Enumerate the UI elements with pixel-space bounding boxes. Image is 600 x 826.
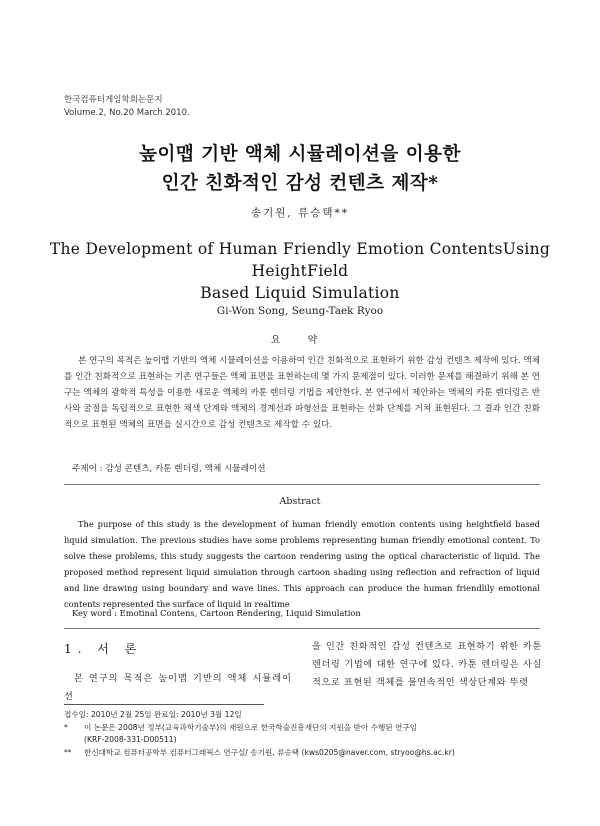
footnote-2-text: 한신대학교 컴퓨터공학부 컴퓨터그래픽스 연구실/ 송기원, 류승택 (kws0205@naver.com, stryoo@hs.ac.kr) — [84, 747, 455, 757]
english-keywords: Key word : Emotinal Contens, Cartoon Rendering, Liquid Simulation — [72, 608, 361, 618]
footnote-1 — [64, 722, 455, 735]
english-authors: Gi-Won Song, Seung-Taek Ryoo — [216, 305, 384, 317]
footnotes — [64, 709, 455, 759]
english-title — [0, 238, 600, 304]
footnote-2 — [64, 747, 455, 760]
footnote-2-mark: ** — [64, 747, 72, 757]
english-title-line1: The Development of Human Friendly Emotion ContentsUsing HeightField — [49, 240, 551, 280]
korean-abstract-heading: 요 약 — [270, 335, 330, 346]
korean-authors: 송기원, 류승택** — [250, 207, 350, 219]
received-dates: 접수일: 2010년 2월 25일 완료일: 2010년 3월 12일 — [64, 710, 242, 719]
english-abstract: The purpose of this study is the development of human friendly emotion contents using heightfield based liquid simulation. The previous studies have some problems representing human friendly emotional content. To solve these problems, this study suggests the cartoon rendering using the optical characteristic of liquid. The proposed method represent liquid simulation through cartoon shading using reflection and refraction of liquid and line drawing using boundary and wave lines. This approach can produce the human friendlily emotional contents represented the surface of liquid in realtime — [64, 519, 540, 609]
body-right-column: 을 인간 친화적인 감성 컨텐츠로 표현하기 위한 카툰 렌더링 기법에 대한 연구에 있다. 카툰 렌더링은 사실적으로 표현된 객체를 불연속적인 색상단계와 뚜렷 — [312, 641, 542, 688]
korean-title-line1: 높이맵 기반 액체 시뮬레이션을 이용한 — [139, 144, 461, 165]
english-abstract-heading: Abstract — [279, 496, 321, 507]
footnote-divider — [64, 704, 264, 705]
divider — [64, 628, 540, 629]
korean-abstract: 본 연구의 목적은 높이맵 기반의 액체 시뮬레이션을 이용하여 인간 친화적으로 표현하기 위한 감성 컨텐츠 제작에 있다. 액체를 인간 친화적으로 표현하는 기존 연구들은 액체 표면을 표현하는데 몇 가지 문제점이 있다. 이러한 문제를 해결하기 위해 본 연구는 액체의 광학적 특성을 이용한 새로운 액체의 카툰 렌더링 기법을 제안한다. 본 연구에서 제안하는 액체의 카툰 렌더링은 반사와 굴절을 독립적으로 표현한 채색 단계와 액체의 경계선과 파형선을 표현하는 선화 단계를 거쳐 표현된다. 그 결과 인간 친화적으로 표현된 액체의 표면을 실시간으로 감성 컨텐츠로 제작할 수 있다. — [64, 356, 540, 430]
korean-title — [0, 140, 600, 198]
korean-title-line2: 인간 친화적인 감성 컨텐츠 제작* — [161, 173, 439, 194]
divider — [64, 484, 540, 485]
english-title-line2: Based Liquid Simulation — [200, 284, 400, 302]
footnote-1-grant: (KRF-2008-331-D00511) — [84, 735, 177, 744]
footnote-1-text: 이 논문은 2008년 정부(교육과학기술부)의 재원으로 한국학술진흥재단의 지원을 받아 수행된 연구임 — [84, 722, 418, 732]
section-title: 1. 서 론 — [64, 642, 143, 656]
korean-keywords: 주제어 : 감성 콘텐츠, 카툰 렌더링, 액체 시뮬레이션 — [72, 464, 266, 474]
body-left-column: 본 연구의 목적은 높이맵 기반의 액체 시뮬레이션 — [64, 673, 292, 702]
journal-name: 한국컴퓨터게임학회논문지 — [64, 95, 163, 105]
journal-issue: Volume.2, No.20 March 2010. — [64, 108, 190, 118]
journal-header — [64, 94, 190, 120]
footnote-1-mark: * — [64, 722, 68, 732]
